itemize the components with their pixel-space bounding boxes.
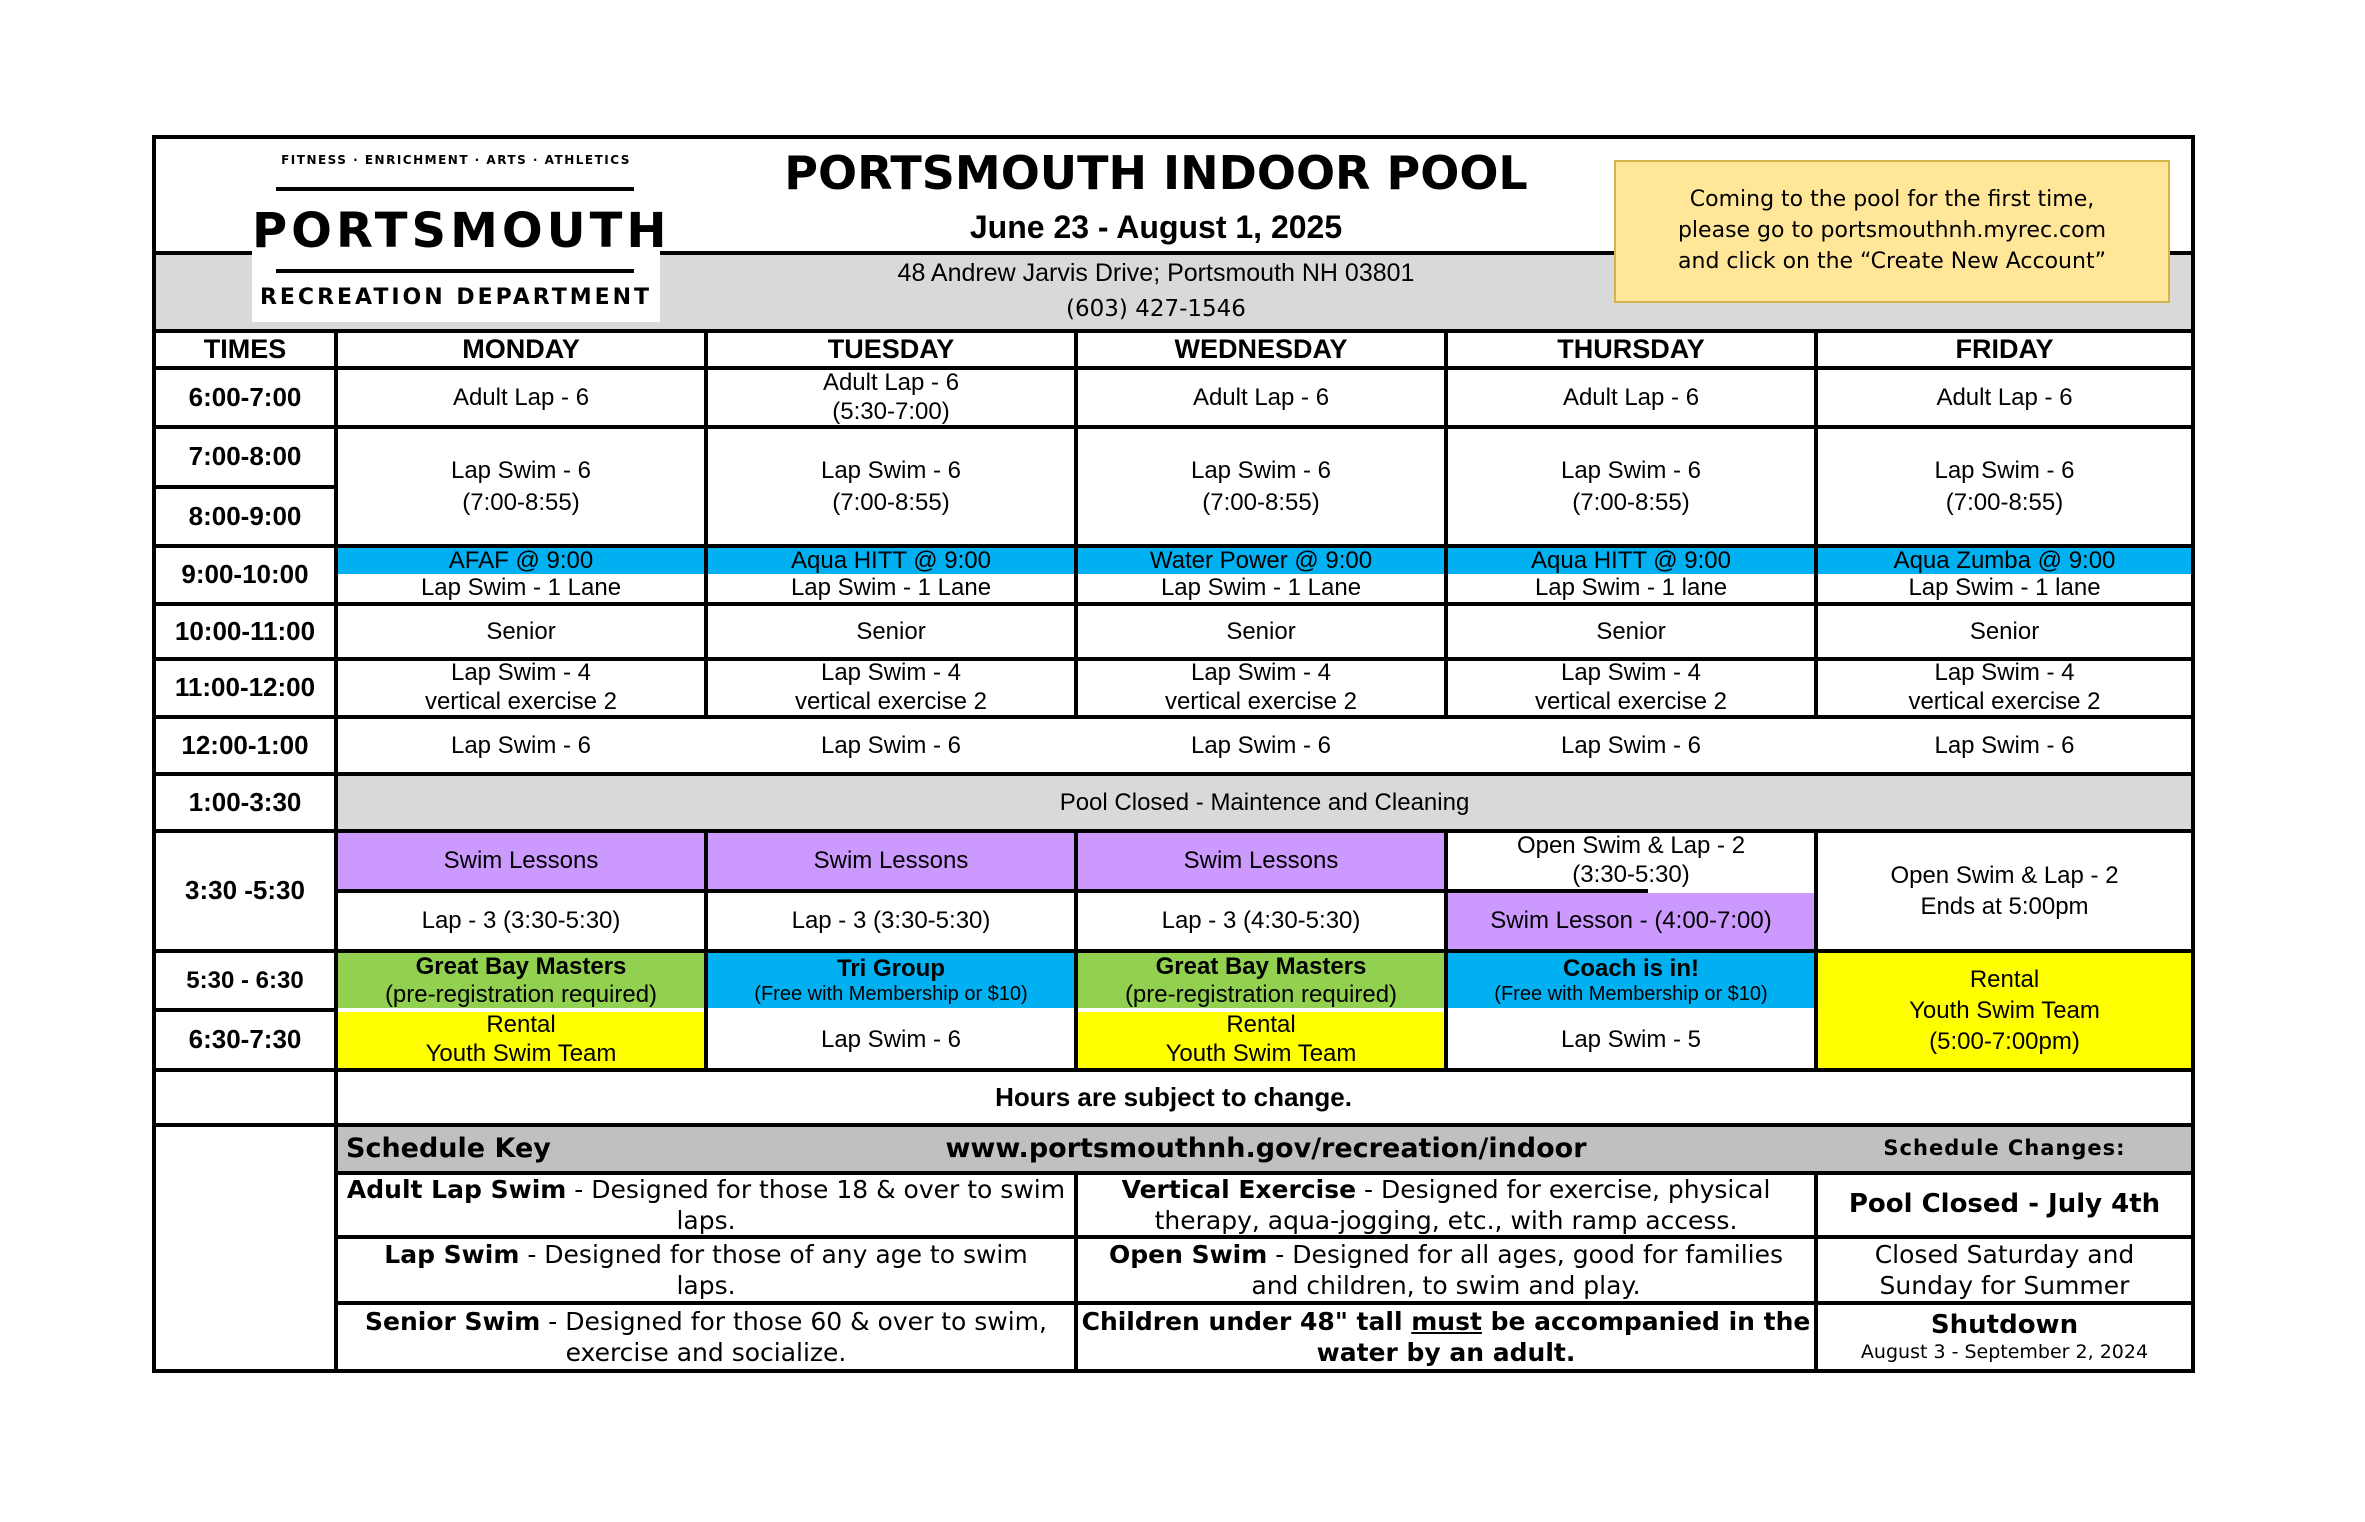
friday-slot — [1818, 370, 2191, 425]
time-slot: 10:00-11:00 — [174, 615, 316, 646]
wednesday-class: Water Power @ 9:00 — [1078, 548, 1444, 574]
thursday-header: THURSDAY — [1557, 333, 1705, 364]
slot-time: (7:00-8:55) — [1202, 488, 1320, 516]
slot-label: Lap Swim - 4 — [820, 659, 962, 687]
times-header: TIMES — [203, 333, 287, 364]
time-slot: 12:00-1:00 — [181, 729, 309, 760]
wednesday-great-bay-masters — [1078, 953, 1444, 1008]
key-term: Lap Swim — [384, 1239, 520, 1269]
change-text: Sunday for Summer — [1879, 1271, 2130, 1300]
thursday-slot — [1448, 370, 1814, 425]
thursday-swim-lesson: Swim Lesson - (4:00-7:00) — [1448, 893, 1814, 949]
monday-lane: Lap Swim - 1 Lane — [420, 574, 622, 602]
time-slot: 6:30-7:30 — [188, 1024, 302, 1055]
thursday-slot — [1448, 429, 1814, 544]
thursday-lane: Lap Swim - 1 lane — [1534, 574, 1728, 602]
slot-sub: Youth Swim Team — [1165, 1040, 1357, 1067]
pool-phone: (603) 427-1546 — [1066, 296, 1246, 323]
slot-time: (7:00-8:55) — [1572, 488, 1690, 516]
key-lap-swim — [342, 1239, 1070, 1301]
slot-label: Rental — [486, 1011, 556, 1039]
slot-label: Lap Swim - 6 — [1934, 457, 2075, 485]
slot-label: Lap Swim - 4 — [1560, 659, 1702, 687]
friday-lane: Lap Swim - 1 lane — [1908, 574, 2101, 602]
slot-label: Great Bay Masters — [1155, 952, 1367, 980]
slot-sub: vertical exercise 2 — [794, 688, 988, 715]
tuesday-slot — [708, 370, 1074, 425]
monday-class: AFAF @ 9:00 — [338, 548, 704, 574]
monday-slot — [338, 429, 704, 544]
friday-open-swim — [1818, 833, 2191, 949]
slot-sub: vertical exercise 2 — [1908, 688, 2101, 715]
slot-label: Open Swim & Lap - 2 — [1890, 861, 2119, 889]
wednesday-rental — [1078, 1012, 1444, 1068]
slot-time: (7:00-8:55) — [832, 488, 950, 516]
wednesday-lap: Lap - 3 (4:30-5:30) — [1161, 907, 1361, 935]
monday-slot — [338, 370, 704, 425]
tuesday-class: Aqua HITT @ 9:00 — [708, 548, 1074, 574]
slot-label: Rental — [1226, 1011, 1296, 1039]
season-dates: June 23 - August 1, 2025 — [969, 209, 1343, 246]
monday-slot: Lap Swim - 6 — [450, 731, 592, 759]
slot-sub: (Free with Membership or $10) — [1494, 982, 1768, 1005]
key-term: Open Swim — [1108, 1239, 1268, 1269]
wednesday-lane: Lap Swim - 1 Lane — [1160, 574, 1362, 602]
slot-label: Tri Group — [837, 955, 945, 983]
slot-label: Lap Swim - 6 — [450, 457, 592, 485]
new-account-notice — [1614, 160, 2170, 303]
key-desc: - Designed for all ages, good for families — [1267, 1239, 1784, 1269]
schedule-key-title: Schedule Key — [346, 1133, 551, 1164]
slot-sub: (pre-registration required) — [1124, 980, 1398, 1008]
key-desc-cont: exercise and socialize. — [565, 1338, 847, 1367]
slot-time: Ends at 5:00pm — [1920, 893, 2089, 920]
wednesday-swim-lessons: Swim Lessons — [1078, 833, 1444, 889]
key-desc-cont: laps. — [676, 1206, 736, 1235]
key-desc-cont: laps. — [676, 1271, 736, 1300]
rule-text: Children under 48" tall — [1081, 1306, 1412, 1336]
time-slot: 7:00-8:00 — [188, 441, 302, 472]
slot-sub: vertical exercise 2 — [1164, 688, 1358, 715]
slot-sub: vertical exercise 2 — [424, 688, 618, 715]
slot-label: Adult Lap - 6 — [822, 368, 960, 396]
time-slot: 1:00-3:30 — [188, 786, 302, 817]
key-desc: - Designed for those of any age to swim — [519, 1239, 1028, 1269]
slot-time: (7:00-8:55) — [462, 488, 580, 516]
slot-sub: (pre-registration required) — [384, 980, 658, 1008]
pool-address: 48 Andrew Jarvis Drive; Portsmouth NH 03801 — [897, 258, 1415, 287]
thursday-slot — [1448, 661, 1814, 715]
slot-label: Lap Swim - 4 — [1934, 659, 2075, 687]
logo-department: RECREATION DEPARTMENT — [259, 285, 653, 310]
tuesday-tri-group — [708, 953, 1074, 1008]
slot-label: Adult Lap - 6 — [452, 383, 590, 411]
time-slot: 5:30 - 6:30 — [186, 966, 304, 994]
wednesday-slot — [1078, 370, 1444, 425]
friday-slot — [1818, 429, 2191, 544]
monday-great-bay-masters — [338, 953, 704, 1008]
key-desc: - Designed for those 18 & over to swim — [566, 1174, 1066, 1204]
pool-closed-banner: Pool Closed - Maintence and Cleaning — [338, 776, 2191, 829]
slot-label: Adult Lap - 6 — [1936, 383, 2073, 411]
thursday-slot: Lap Swim - 5 — [1560, 1026, 1702, 1054]
schedule-sheet — [152, 135, 2195, 1373]
slot-time: (7:00-8:55) — [1945, 488, 2064, 516]
slot-label: Coach is in! — [1562, 955, 1700, 983]
slot-time: (3:30-5:30) — [1572, 861, 1690, 888]
slot-label: Adult Lap - 6 — [1192, 383, 1330, 411]
monday-slot — [338, 661, 704, 715]
slot-time: (5:00-7:00pm) — [1929, 1028, 2080, 1056]
tuesday-slot: Lap Swim - 6 — [820, 731, 962, 759]
wednesday-slot — [1078, 429, 1444, 544]
page-title: PORTSMOUTH INDOOR POOL — [784, 146, 1528, 201]
change-shutdown — [1818, 1305, 2191, 1369]
key-term: Vertical Exercise — [1121, 1174, 1357, 1204]
key-desc: - Designed for those 60 & over to swim, — [540, 1306, 1047, 1336]
friday-slot — [1818, 661, 2191, 715]
wednesday-slot — [1078, 661, 1444, 715]
hours-note: Hours are subject to change. — [995, 1081, 1352, 1112]
tuesday-slot: Lap Swim - 6 — [820, 1026, 962, 1054]
slot-label: Lap Swim - 4 — [450, 659, 592, 687]
monday-senior: Senior — [486, 617, 556, 645]
slot-label: Great Bay Masters — [415, 952, 627, 980]
wednesday-header: WEDNESDAY — [1174, 333, 1348, 364]
key-open-swim — [1078, 1239, 1814, 1301]
time-slot: 11:00-12:00 — [174, 672, 316, 703]
thursday-class: Aqua HITT @ 9:00 — [1448, 548, 1814, 574]
slot-label: Open Swim & Lap - 2 — [1516, 832, 1746, 860]
slot-sub: vertical exercise 2 — [1534, 688, 1728, 715]
friday-senior: Senior — [1969, 617, 2040, 645]
tuesday-slot — [708, 429, 1074, 544]
recreation-url[interactable]: www.portsmouthnh.gov/recreation/indoor — [945, 1133, 1587, 1165]
change-july-4th: Pool Closed - July 4th — [1848, 1189, 2161, 1220]
notice-line-3: and click on the “Create New Account” — [1678, 248, 2106, 274]
time-slot: 6:00-7:00 — [188, 381, 302, 412]
logo-name: PORTSMOUTH — [252, 203, 671, 259]
thursday-senior: Senior — [1596, 617, 1666, 645]
tuesday-lane: Lap Swim - 1 Lane — [790, 574, 992, 602]
friday-rental — [1818, 953, 2191, 1068]
change-dates: August 3 - September 2, 2024 — [1860, 1341, 2149, 1364]
portsmouth-recreation-logo — [252, 139, 671, 322]
tuesday-swim-lessons: Swim Lessons — [708, 833, 1074, 889]
key-term: Adult Lap Swim — [346, 1174, 567, 1204]
key-term: Senior Swim — [365, 1306, 541, 1336]
tuesday-senior: Senior — [856, 617, 926, 645]
friday-header: FRIDAY — [1955, 333, 2054, 364]
slot-label: Adult Lap - 6 — [1562, 383, 1700, 411]
rule-emphasis: must — [1411, 1306, 1482, 1336]
change-text: Shutdown — [1930, 1310, 2079, 1340]
slot-label: Rental — [1969, 965, 2040, 993]
monday-swim-lessons: Swim Lessons — [338, 833, 704, 889]
key-desc-cont: and children, to swim and play. — [1251, 1271, 1641, 1300]
time-slot: 9:00-10:00 — [181, 559, 309, 590]
notice-line-1: Coming to the pool for the first time, — [1689, 187, 2095, 213]
key-desc: - Designed for exercise, physical — [1356, 1174, 1771, 1204]
key-desc-cont: therapy, aqua-jogging, etc., with ramp access. — [1154, 1206, 1738, 1235]
time-slot: 3:30 -5:30 — [185, 875, 305, 906]
tuesday-header: TUESDAY — [827, 333, 955, 364]
schedule-changes-title: Schedule Changes: — [1883, 1136, 2126, 1161]
key-senior-swim — [342, 1305, 1070, 1369]
slot-label: Lap Swim - 6 — [820, 457, 962, 485]
key-children-rule — [1078, 1305, 1814, 1369]
logo-tagline: FITNESS · ENRICHMENT · ARTS · ATHLETICS — [281, 153, 631, 167]
friday-class: Aqua Zumba @ 9:00 — [1818, 548, 2191, 574]
rule-text: be accompanied in the — [1481, 1306, 1811, 1336]
wednesday-slot: Lap Swim - 6 — [1190, 731, 1332, 759]
slot-label: Lap Swim - 6 — [1190, 457, 1332, 485]
tuesday-slot — [708, 661, 1074, 715]
thursday-slot: Lap Swim - 6 — [1560, 731, 1702, 759]
thursday-coach — [1448, 953, 1814, 1008]
friday-slot: Lap Swim - 6 — [1934, 731, 2075, 759]
monday-lap: Lap - 3 (3:30-5:30) — [421, 907, 621, 935]
slot-label: Lap Swim - 4 — [1190, 659, 1332, 687]
slot-sub: Youth Swim Team — [1909, 996, 2100, 1024]
notice-line-2: please go to portsmouthnh.myrec.com — [1677, 218, 2107, 244]
time-slot: 8:00-9:00 — [188, 500, 302, 531]
slot-time: (5:30-7:00) — [832, 397, 950, 425]
rule-text-cont: water by an adult. — [1316, 1338, 1576, 1367]
logo-rule-bottom — [276, 269, 634, 273]
wednesday-senior: Senior — [1226, 617, 1296, 645]
key-vertical-exercise — [1078, 1175, 1814, 1235]
slot-sub: (Free with Membership or $10) — [754, 982, 1028, 1005]
key-adult-lap-swim — [342, 1175, 1070, 1235]
monday-rental — [338, 1012, 704, 1068]
slot-sub: Youth Swim Team — [425, 1040, 617, 1067]
tuesday-lap: Lap - 3 (3:30-5:30) — [791, 907, 991, 935]
thursday-open-swim — [1448, 833, 1814, 889]
slot-label: Lap Swim - 6 — [1560, 457, 1702, 485]
change-weekends — [1818, 1239, 2191, 1301]
change-text: Closed Saturday and — [1874, 1239, 2135, 1269]
monday-header: MONDAY — [462, 333, 580, 364]
logo-rule-top — [276, 187, 634, 191]
